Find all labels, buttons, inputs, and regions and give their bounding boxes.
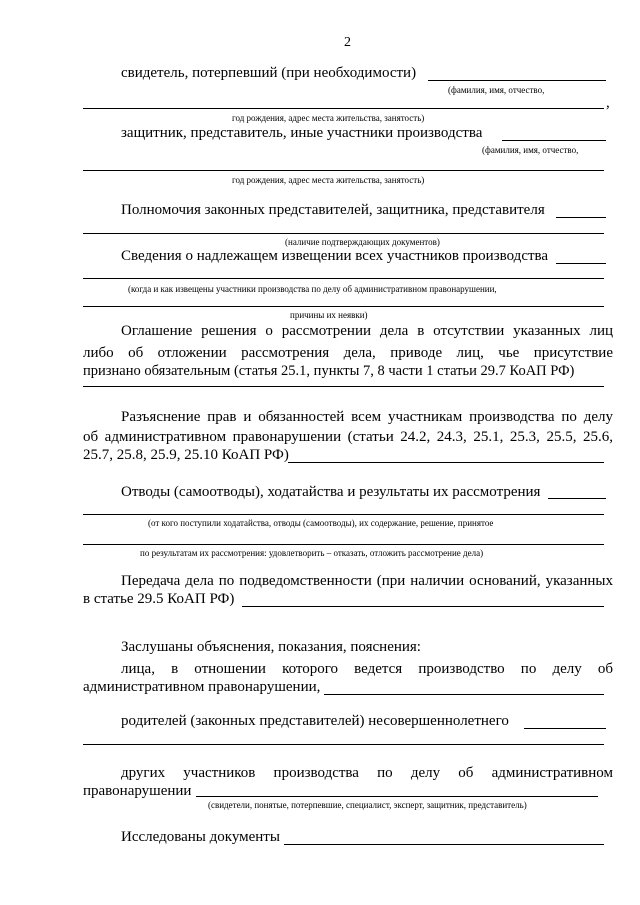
challenges-label: Отводы (самоотводы), ходатайства и результаты их рассмотрения	[121, 484, 541, 500]
powers-label: Полномочия законных представителей, защитника, представителя	[121, 202, 545, 218]
defender-line-2[interactable]	[83, 170, 604, 171]
witness-line[interactable]	[428, 80, 606, 81]
rights-line-2: об административном правонарушении (статьи 24.2, 24.3, 25.1, 25.3, 25.5, 25.6,	[83, 429, 613, 445]
heard-others-line[interactable]	[196, 796, 598, 797]
challenges-line-2[interactable]	[83, 514, 604, 515]
announcement-line[interactable]	[83, 386, 604, 387]
notice-line-3[interactable]	[83, 306, 604, 307]
heard-parents-label: родителей (законных представителей) несовершеннолетнего	[121, 713, 509, 729]
defender-line[interactable]	[502, 140, 606, 141]
announcement-line-3: признано обязательным (статья 25.1, пункты 7, 8 части 1 статьи 29.7 КоАП РФ)	[83, 363, 575, 379]
defender-hint-2: год рождения, адрес места жительства, занятость)	[232, 175, 425, 185]
heard-persons-line[interactable]	[324, 694, 604, 695]
challenges-line-3[interactable]	[83, 544, 604, 545]
powers-line-2[interactable]	[83, 233, 604, 234]
defender-hint-1: (фамилия, имя, отчество,	[482, 145, 579, 155]
witness-comma: ,	[606, 95, 610, 111]
documents-line[interactable]	[284, 844, 604, 845]
challenges-line[interactable]	[548, 498, 606, 499]
transfer-line[interactable]	[242, 606, 604, 607]
powers-hint: (наличие подтверждающих документов)	[285, 237, 440, 247]
defender-label: защитник, представитель, иные участники производства	[121, 125, 483, 141]
heard-parents-line-2[interactable]	[83, 744, 604, 745]
heard-persons-line-2: административном правонарушении,	[83, 679, 321, 695]
transfer-line-1: Передача дела по подведомственности (при наличии оснований, указанных	[121, 573, 613, 589]
announcement-line-2: либо об отложении рассмотрения дела, приводе лиц, чье присутствие	[83, 345, 613, 361]
notice-line[interactable]	[556, 263, 606, 264]
rights-line-1: Разъяснение прав и обязанностей всем участникам производства по делу	[121, 409, 613, 425]
notice-hint-1: (когда и как извещены участники производства по делу об административном правонарушении,	[128, 284, 497, 294]
powers-line[interactable]	[556, 217, 606, 218]
rights-line-3: 25.7, 25.8, 25.9, 25.10 КоАП РФ)	[83, 447, 289, 463]
documents-label: Исследованы документы	[121, 829, 280, 845]
notice-hint-2: причины их неявки)	[290, 310, 368, 320]
witness-label: свидетель, потерпевший (при необходимости)	[121, 65, 417, 81]
transfer-line-2: в статье 29.5 КоАП РФ)	[83, 591, 235, 607]
heard-others-line-1: других участников производства по делу об административном	[121, 765, 613, 781]
heard-parents-line[interactable]	[524, 728, 606, 729]
announcement-line-1: Оглашение решения о рассмотрении дела в отсутствии указанных лиц	[121, 323, 613, 339]
notice-line-2[interactable]	[83, 278, 604, 279]
challenges-hint-1: (от кого поступили ходатайства, отводы (самоотводы), их содержание, решение, принятое	[148, 518, 494, 528]
heard-persons-line-1: лица, в отношении которого ведется производство по делу об	[121, 661, 613, 677]
heard-title: Заслушаны объяснения, показания, пояснения:	[121, 639, 421, 655]
notice-label: Сведения о надлежащем извещении всех участников производства	[121, 248, 549, 264]
witness-hint-2: год рождения, адрес места жительства, занятость)	[232, 113, 425, 123]
page-number: 2	[344, 35, 351, 50]
heard-others-hint: (свидетели, понятые, потерпевшие, специалист, эксперт, защитник, представитель)	[208, 800, 527, 810]
heard-others-line-2: правонарушении	[83, 783, 192, 799]
witness-line-2[interactable]	[83, 108, 604, 109]
witness-hint-1: (фамилия, имя, отчество,	[448, 85, 545, 95]
challenges-hint-2: по результатам их рассмотрения: удовлетворить – отказать, отложить рассмотрение дела)	[140, 548, 484, 558]
rights-line[interactable]	[288, 462, 604, 463]
